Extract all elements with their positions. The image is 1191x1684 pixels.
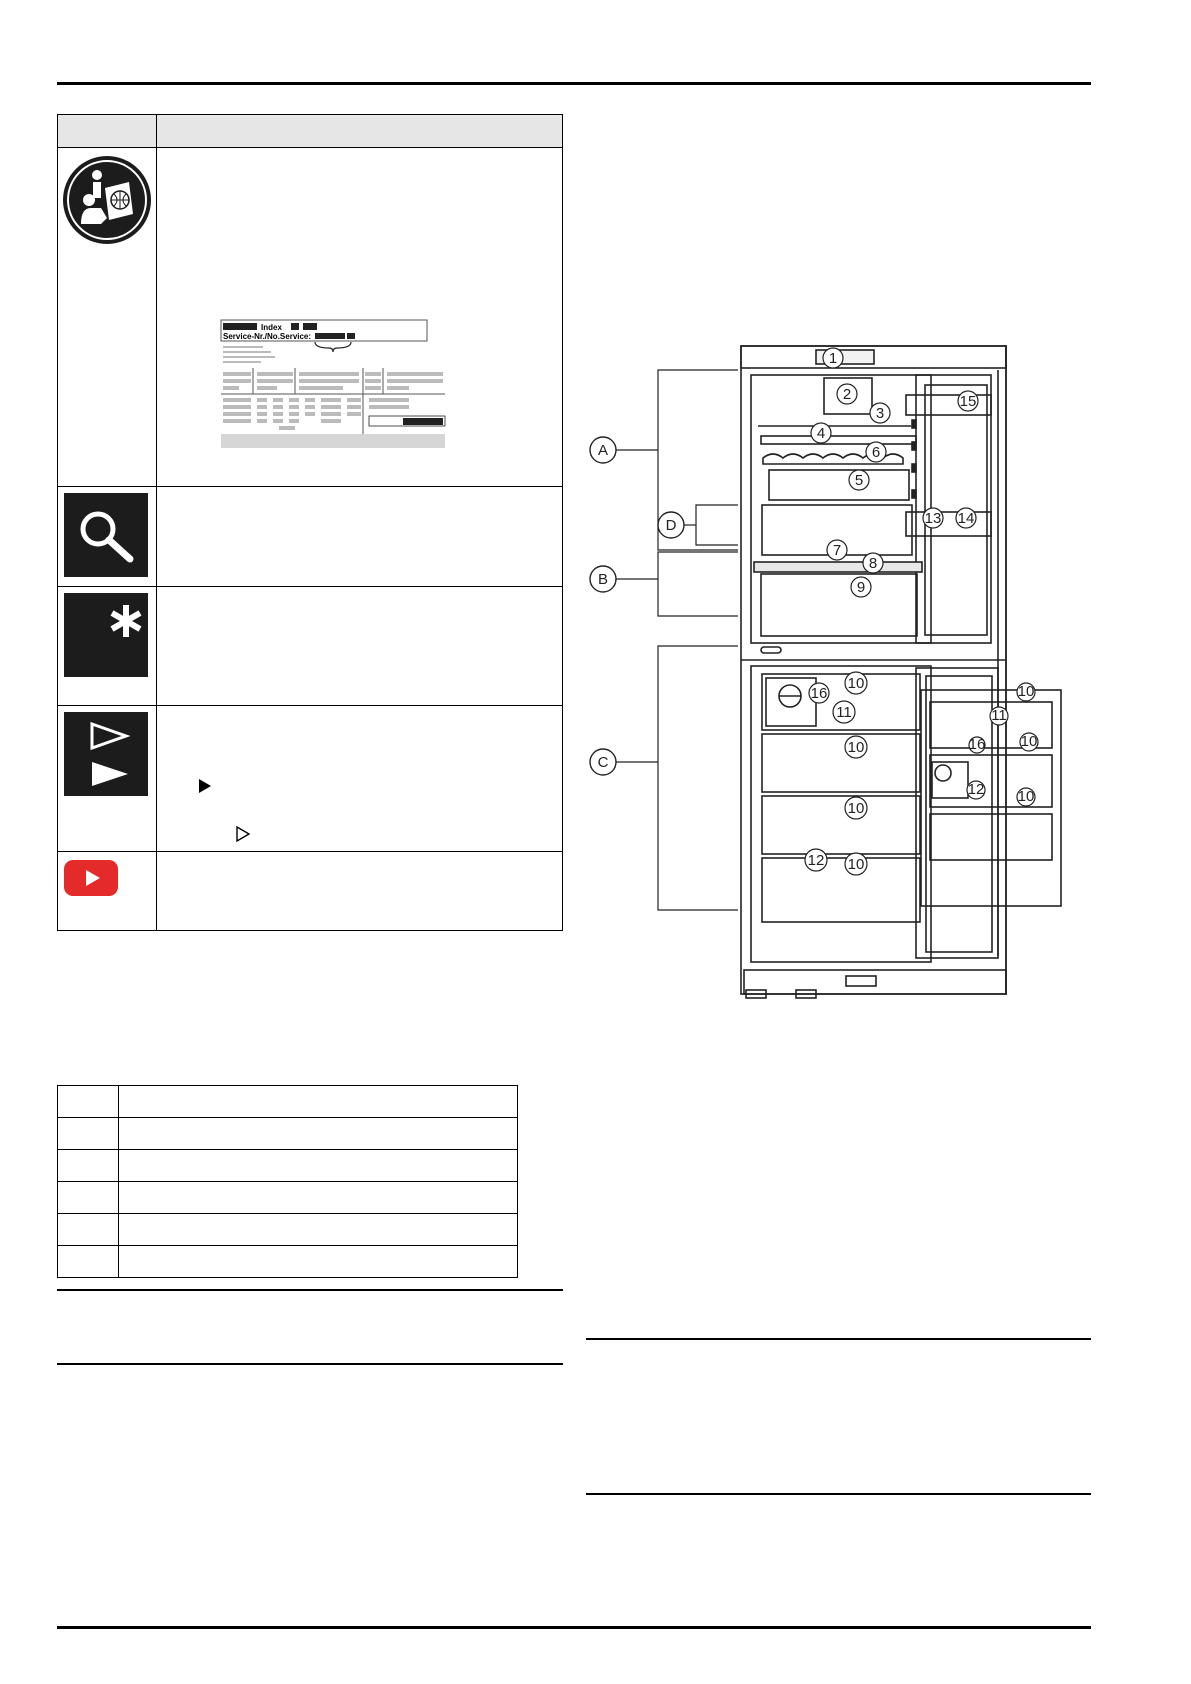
header-rule — [57, 82, 1091, 85]
callout-5: 5 — [854, 472, 864, 489]
table-cell — [119, 1150, 518, 1182]
appliance-diagram — [576, 330, 1096, 1000]
callout-4: 4 — [816, 425, 826, 442]
table-row — [58, 706, 563, 852]
table-cell — [119, 1182, 518, 1214]
table-row — [58, 587, 563, 706]
table-row — [58, 1086, 518, 1118]
table-cell — [58, 1150, 119, 1182]
callout-7: 7 — [832, 542, 842, 559]
callout-10: 10 — [847, 856, 865, 873]
icon-cell — [58, 148, 157, 487]
callout-16: 16 — [968, 736, 986, 753]
outline-triangle-icon — [235, 826, 251, 842]
table-cell — [58, 1118, 119, 1150]
section-rule — [586, 1493, 1091, 1495]
callout-15: 15 — [959, 393, 977, 410]
table-cell — [58, 1246, 119, 1278]
callout-8: 8 — [868, 555, 878, 572]
online-manual-icon — [61, 154, 153, 246]
plate-index-text: Index — [261, 323, 282, 332]
plate-service-text: Service-Nr./No.Service: — [223, 332, 312, 341]
explanation-cell — [157, 487, 563, 587]
table-cell — [119, 1118, 518, 1150]
explanation-cell — [157, 706, 563, 852]
section-rule — [57, 1363, 563, 1365]
table-cell — [119, 1086, 518, 1118]
filled-triangle-icon — [197, 778, 213, 794]
video-play-icon — [64, 858, 120, 898]
callout-16: 16 — [810, 685, 828, 702]
table-cell — [58, 1214, 119, 1246]
icon-cell — [58, 587, 157, 706]
table-row — [58, 1118, 518, 1150]
section-label-a: A — [597, 442, 609, 459]
section-rule — [586, 1338, 1091, 1340]
callout-2: 2 — [842, 386, 852, 403]
table-row — [58, 487, 563, 587]
explanation-cell — [157, 148, 563, 487]
table-cell — [58, 1182, 119, 1214]
type-label-plate — [219, 318, 459, 458]
footer-rule — [57, 1626, 1091, 1629]
callout-10: 10 — [847, 739, 865, 756]
callout-10: 10 — [1020, 733, 1038, 750]
symbol-table — [57, 114, 563, 931]
asterisk-icon — [64, 593, 148, 677]
callout-3: 3 — [875, 405, 885, 422]
table-row — [58, 1182, 518, 1214]
explanation-header-cell — [157, 115, 563, 148]
callout-6: 6 — [871, 444, 881, 461]
symbol-header-cell — [58, 115, 157, 148]
section-rule — [57, 1289, 563, 1291]
callout-14: 14 — [957, 510, 975, 527]
equipment-table — [57, 1085, 518, 1278]
callout-10: 10 — [1017, 788, 1035, 805]
table-row — [58, 148, 563, 487]
callout-12: 12 — [807, 852, 825, 869]
explanation-cell — [157, 587, 563, 706]
icon-cell — [58, 852, 157, 931]
callout-1: 1 — [828, 350, 838, 367]
callout-12: 12 — [967, 781, 985, 798]
explanation-cell — [157, 852, 563, 931]
callout-11: 11 — [836, 704, 852, 721]
callout-10: 10 — [847, 675, 865, 692]
action-triangles-icon — [64, 712, 148, 796]
table-row — [58, 1246, 518, 1278]
section-label-b: B — [597, 571, 609, 588]
table-row — [58, 1214, 518, 1246]
table-cell — [119, 1246, 518, 1278]
symbol-table-header — [58, 115, 563, 148]
callout-10: 10 — [1017, 683, 1035, 700]
callout-13: 13 — [924, 510, 942, 527]
callout-10: 10 — [847, 800, 865, 817]
table-row — [58, 852, 563, 931]
magnifier-icon — [64, 493, 148, 577]
table-cell — [119, 1214, 518, 1246]
callout-11: 11 — [991, 707, 1007, 724]
table-cell — [58, 1086, 119, 1118]
callout-9: 9 — [856, 579, 866, 596]
icon-cell — [58, 487, 157, 587]
section-label-d: D — [665, 517, 677, 534]
table-row — [58, 1150, 518, 1182]
section-label-c: C — [597, 754, 609, 771]
icon-cell — [58, 706, 157, 852]
